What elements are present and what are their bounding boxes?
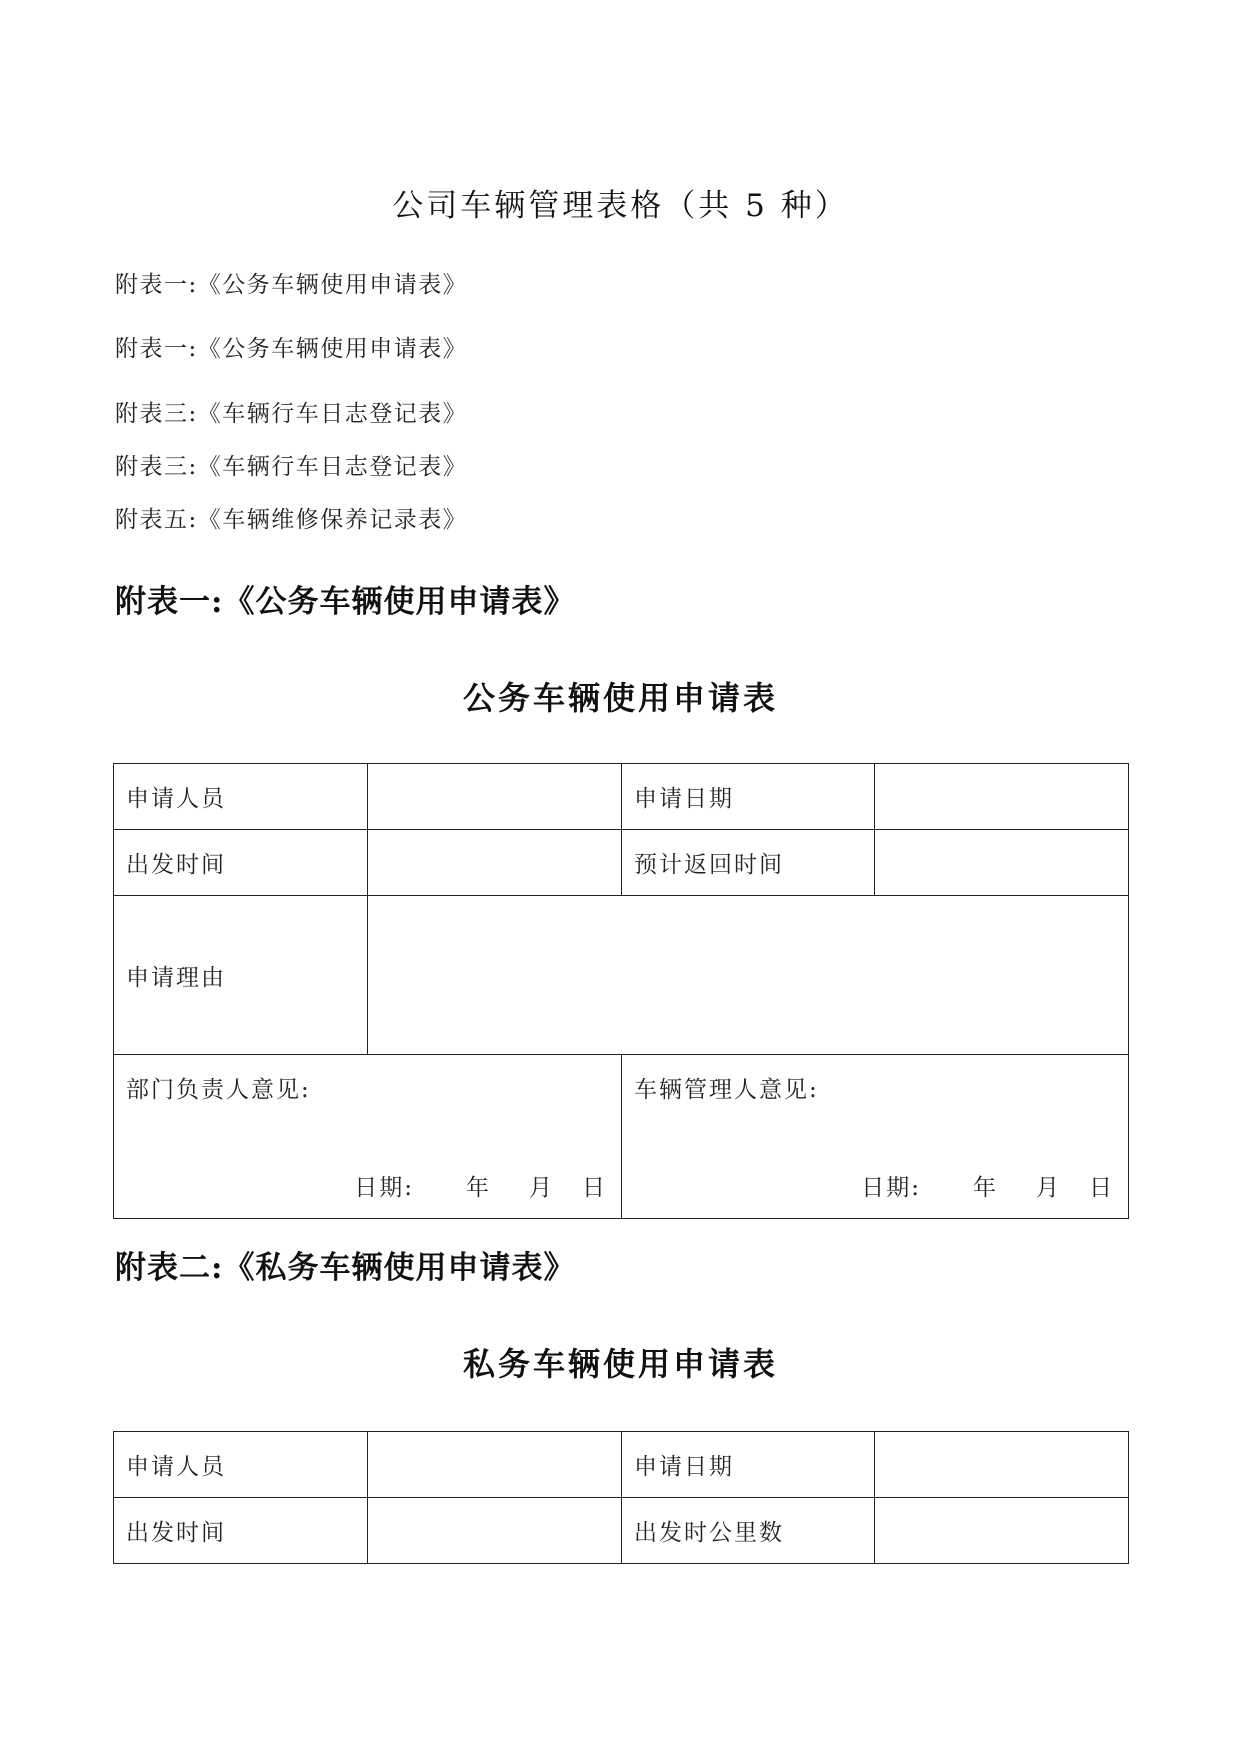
- depart-time-label: 出发时间: [114, 1498, 368, 1564]
- dept-opinion-date: [354, 1169, 607, 1202]
- month-label: 月: [1036, 1175, 1061, 1201]
- dept-opinion-label: 部门负责人意见:: [126, 1077, 311, 1103]
- toc-item[interactable]: 附表三:《车辆行车日志登记表》: [115, 454, 468, 480]
- form-title-public: 公务车辆使用申请表: [462, 679, 778, 717]
- toc-item[interactable]: 附表一:《公务车辆使用申请表》: [115, 272, 468, 298]
- section-heading-1: 附表一:《公务车辆使用申请表》: [115, 584, 576, 620]
- return-time-field[interactable]: [875, 830, 1129, 896]
- date-label: 日期:: [354, 1175, 414, 1201]
- toc-item[interactable]: 附表三:《车辆行车日志登记表》: [115, 401, 468, 427]
- date-label: 日期:: [861, 1175, 921, 1201]
- apply-date-field[interactable]: [875, 1432, 1129, 1498]
- document-title: 公司车辆管理表格（共 5 种）: [392, 188, 849, 224]
- month-label: 月: [529, 1175, 554, 1201]
- depart-time-label: 出发时间: [114, 830, 368, 896]
- depart-mileage-field[interactable]: [875, 1498, 1129, 1564]
- day-label: 日: [1089, 1175, 1114, 1201]
- day-label: 日: [582, 1175, 607, 1201]
- apply-date-field[interactable]: [875, 764, 1129, 830]
- reason-field[interactable]: [368, 896, 1129, 1055]
- depart-time-field[interactable]: [368, 1498, 622, 1564]
- applicant-label: 申请人员: [114, 764, 368, 830]
- vehicle-mgr-opinion-cell[interactable]: [622, 1055, 1129, 1219]
- vehicle-mgr-opinion-date: [861, 1169, 1114, 1202]
- applicant-label: 申请人员: [114, 1432, 368, 1498]
- reason-label: 申请理由: [114, 896, 368, 1055]
- form-title-private: 私务车辆使用申请表: [462, 1345, 778, 1383]
- return-time-label: 预计返回时间: [622, 830, 875, 896]
- applicant-field[interactable]: [368, 764, 622, 830]
- apply-date-label: 申请日期: [622, 1432, 875, 1498]
- section-heading-2: 附表二:《私务车辆使用申请表》: [115, 1250, 576, 1286]
- public-vehicle-form: [113, 763, 1129, 1219]
- dept-opinion-cell[interactable]: [114, 1055, 622, 1219]
- depart-time-field[interactable]: [368, 830, 622, 896]
- apply-date-label: 申请日期: [622, 764, 875, 830]
- depart-mileage-label: 出发时公里数: [622, 1498, 875, 1564]
- vehicle-mgr-opinion-label: 车辆管理人意见:: [634, 1077, 819, 1103]
- year-label: 年: [466, 1175, 491, 1201]
- applicant-field[interactable]: [368, 1432, 622, 1498]
- toc-item[interactable]: 附表五:《车辆维修保养记录表》: [115, 507, 468, 533]
- year-label: 年: [973, 1175, 998, 1201]
- private-vehicle-form: [113, 1431, 1129, 1564]
- toc-item[interactable]: 附表一:《公务车辆使用申请表》: [115, 336, 468, 362]
